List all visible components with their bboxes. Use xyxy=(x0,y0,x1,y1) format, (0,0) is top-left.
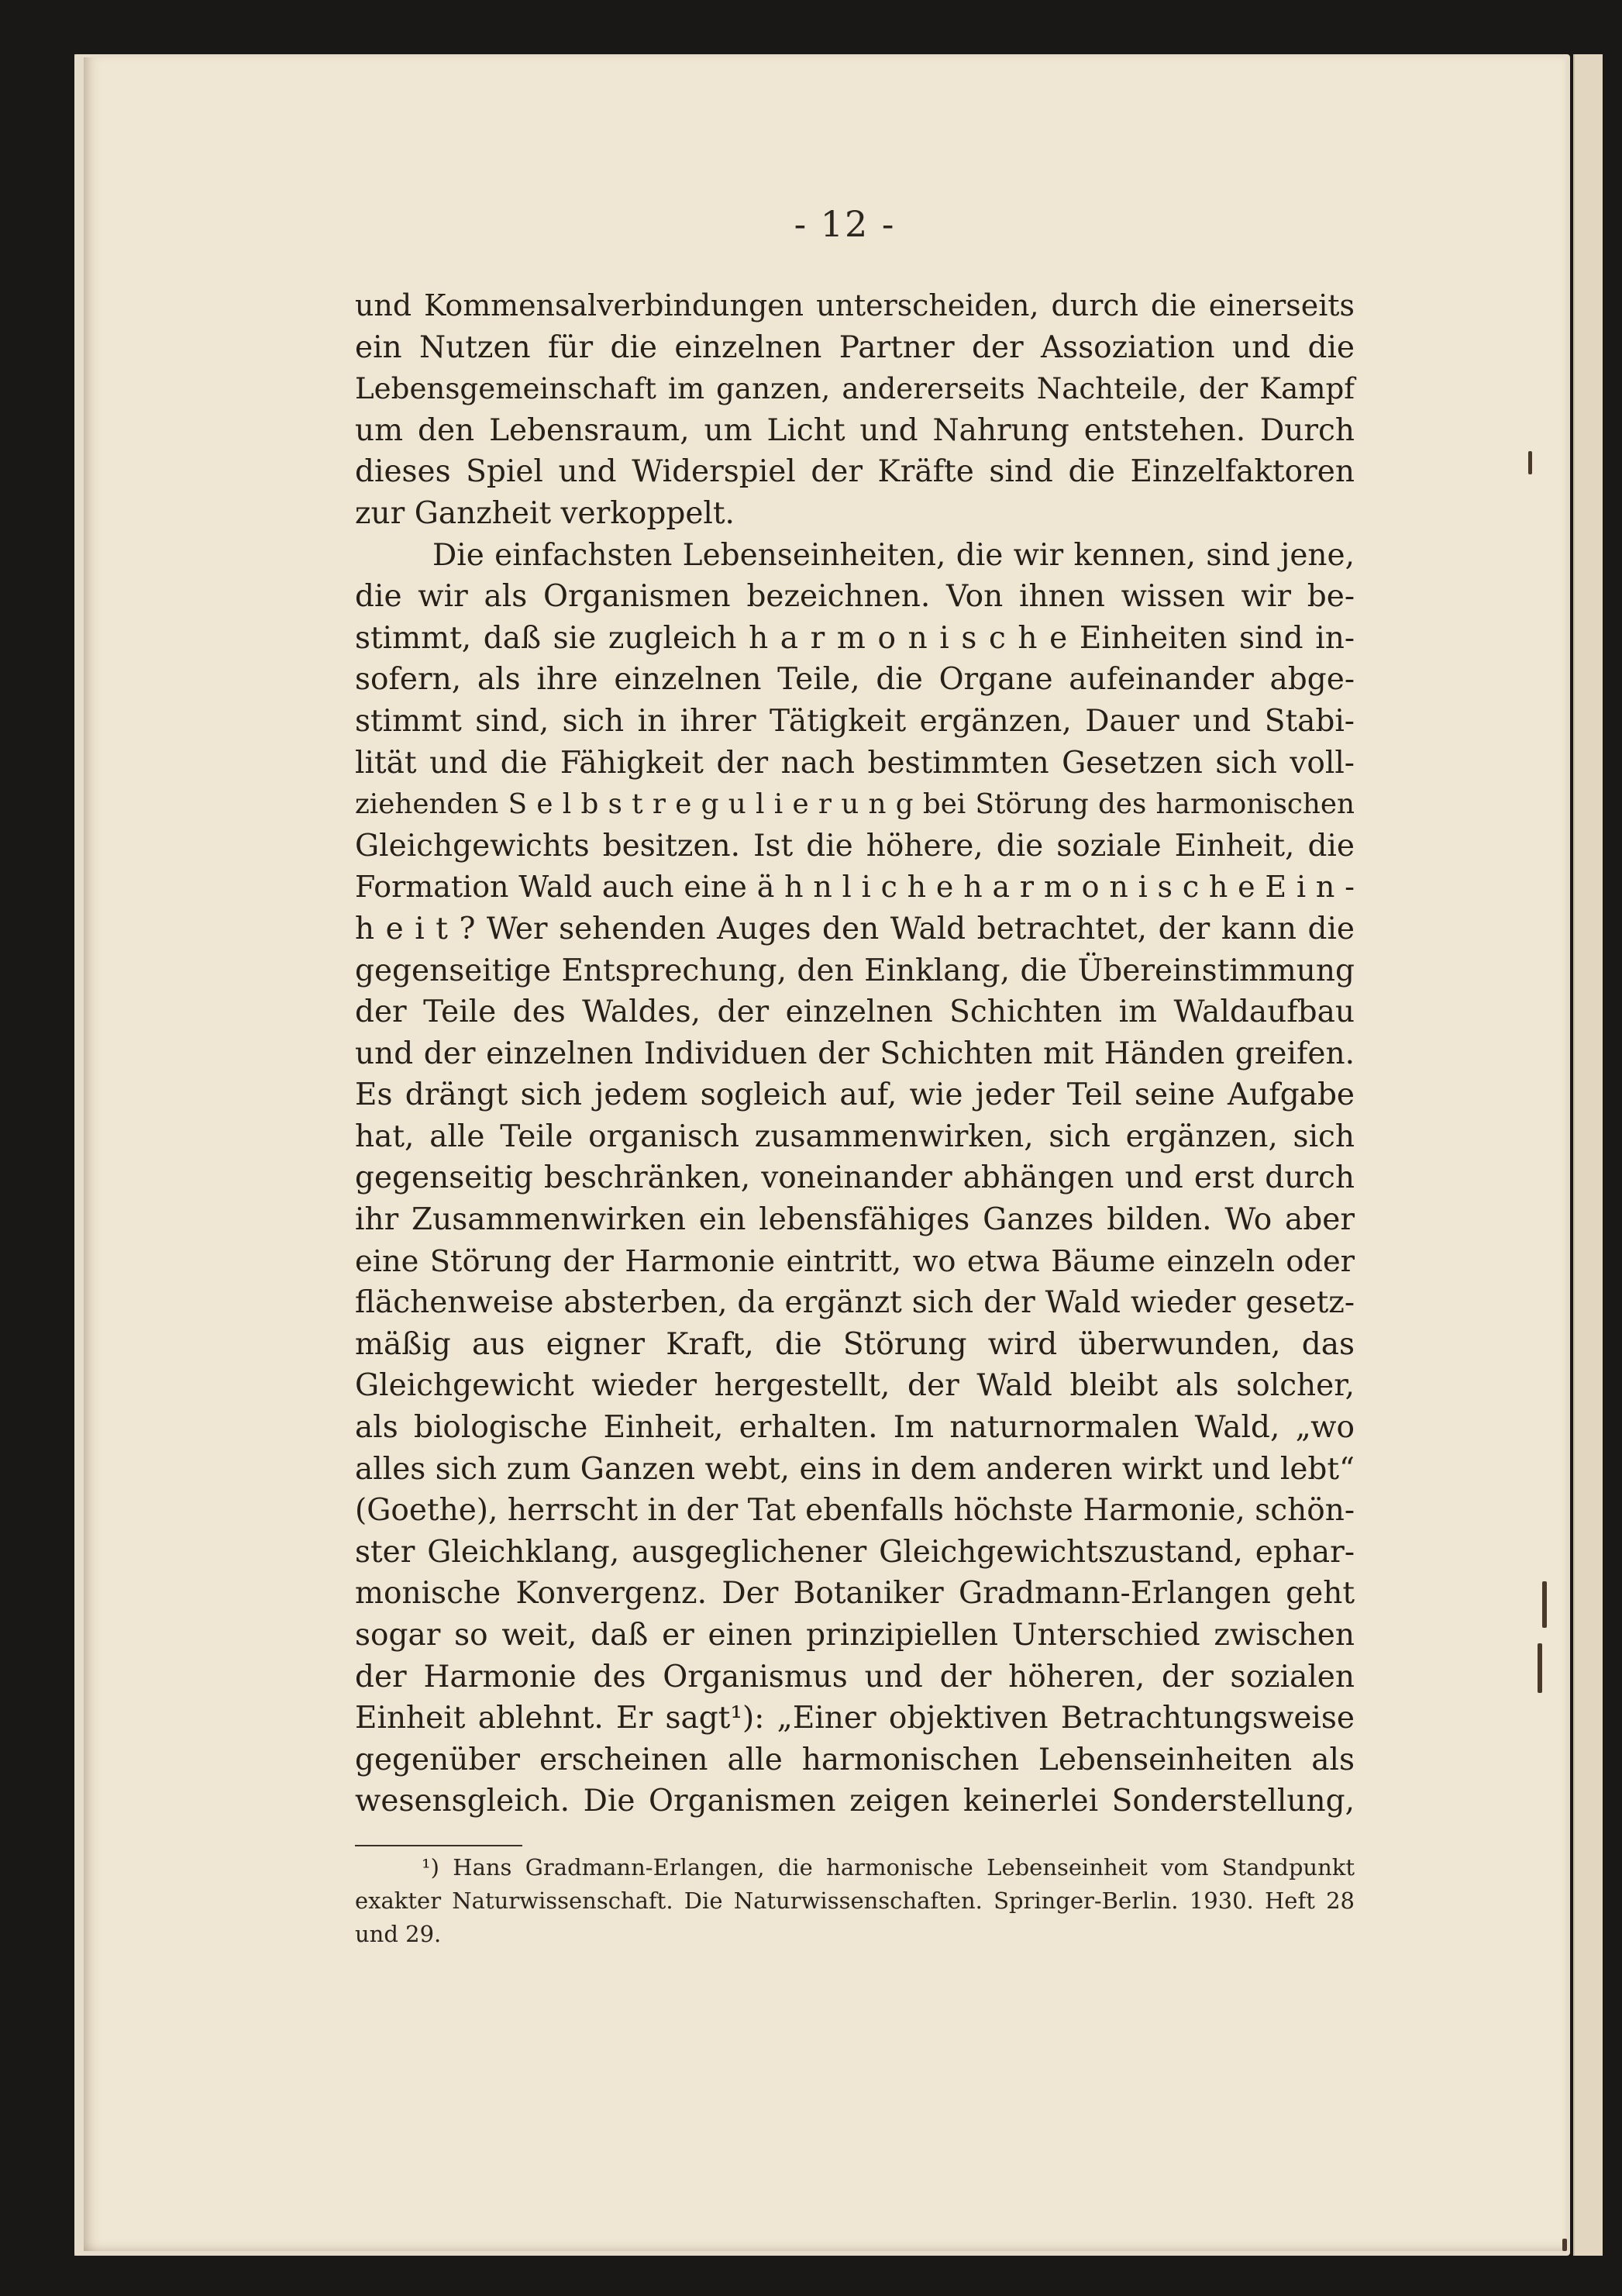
text-line: der Teile des Waldes, der einzelnen Schichten im Waldaufbau xyxy=(355,995,1355,1030)
margin-mark xyxy=(1562,2239,1567,2251)
next-page-edge xyxy=(1573,54,1603,2256)
text-line: h e i t ? Wer sehenden Auges den Wald betrachtet, der kann die xyxy=(355,911,1355,946)
text-line: alles sich zum Ganzen webt, eins in dem anderen wirkt und lebt“ xyxy=(355,1451,1355,1487)
text-line: sofern, als ihre einzelnen Teile, die Organe aufeinander abge- xyxy=(355,662,1355,698)
text-line: ihr Zusammenwirken ein lebensfähiges Ganzes bilden. Wo aber xyxy=(355,1202,1355,1238)
margin-mark xyxy=(1538,1643,1542,1693)
text-line: um den Lebensraum, um Licht und Nahrung entstehen. Durch xyxy=(355,412,1355,448)
margin-mark xyxy=(1542,1581,1547,1628)
margin-mark xyxy=(1528,451,1532,474)
text-line: Gleichgewicht wieder hergestellt, der Wald bleibt als solcher, xyxy=(355,1368,1355,1404)
text-line: stimmt sind, sich in ihrer Tätigkeit ergänzen, Dauer und Stabi- xyxy=(355,703,1355,739)
text-line: die wir als Organismen bezeichnen. Von ihnen wissen wir be- xyxy=(355,579,1355,615)
text-line: Gleichgewichts besitzen. Ist die höhere, die soziale Einheit, die xyxy=(355,828,1355,864)
text-line: Formation Wald auch eine ä h n l i c h e h a r m o n i s c h e E i n - xyxy=(355,870,1355,905)
text-line: ziehenden S e l b s t r e g u l i e r u n g bei Störung des harmonischen xyxy=(355,788,1355,821)
text-line: gegenüber erscheinen alle harmonischen Lebenseinheiten als xyxy=(355,1742,1355,1777)
footnote-line: exakter Naturwissenschaft. Die Naturwissenschaften. Springer-Berlin. 1930. Heft 28 xyxy=(355,1887,1355,1914)
text-line: flächenweise absterben, da ergänzt sich der Wald wieder gesetz- xyxy=(355,1285,1355,1321)
text-line: Einheit ablehnt. Er sagt¹): „Einer objektiven Betrachtungsweise xyxy=(355,1701,1355,1736)
text-line: ster Gleichklang, ausgeglichener Gleichgewichtszustand, ephar- xyxy=(355,1534,1355,1570)
footnote-rule xyxy=(355,1845,522,1846)
body-text xyxy=(355,285,1355,1822)
text-line: (Goethe), herrscht in der Tat ebenfalls höchste Harmonie, schön- xyxy=(355,1493,1355,1529)
footnote-line: und 29. xyxy=(355,1921,442,1947)
text-line: eine Störung der Harmonie eintritt, wo etwa Bäume einzeln oder xyxy=(355,1243,1355,1279)
text-line: mäßig aus eigner Kraft, die Störung wird überwunden, das xyxy=(355,1326,1355,1362)
page-number: - 12 - xyxy=(794,203,896,245)
text-line: stimmt, daß sie zugleich h a r m o n i s c h e Einheiten sind in- xyxy=(355,620,1355,656)
text-line: gegenseitige Entsprechung, den Einklang, die Übereinstimmung xyxy=(355,953,1355,988)
text-line: gegenseitig beschränken, voneinander abhängen und erst durch xyxy=(355,1160,1355,1196)
footnote-line: ¹) Hans Gradmann-Erlangen, die harmonische Lebenseinheit vom Standpunkt xyxy=(422,1854,1355,1881)
text-line: Lebensgemeinschaft im ganzen, andererseits Nachteile, der Kampf xyxy=(355,372,1355,406)
text-line: und der einzelnen Individuen der Schichten mit Händen greifen. xyxy=(355,1036,1355,1071)
text-line: und Kommensalverbindungen unterscheiden, durch die einerseits xyxy=(355,288,1355,322)
text-line: lität und die Fähigkeit der nach bestimmten Gesetzen sich voll- xyxy=(355,745,1355,781)
text-line: der Harmonie des Organismus und der höheren, der sozialen xyxy=(355,1659,1355,1694)
text-line: zur Ganzheit verkoppelt. xyxy=(355,495,735,531)
text-line: hat, alle Teile organisch zusammenwirken, sich ergänzen, sich xyxy=(355,1119,1355,1154)
text-line: Die einfachsten Lebenseinheiten, die wir kennen, sind jene, xyxy=(432,537,1355,573)
text-line: wesensgleich. Die Organismen zeigen keinerlei Sonderstellung, xyxy=(355,1784,1355,1819)
text-line: dieses Spiel und Widerspiel der Kräfte sind die Einzelfaktoren xyxy=(355,454,1355,490)
footnote xyxy=(355,1851,1355,1951)
text-line: monische Konvergenz. Der Botaniker Gradmann-Erlangen geht xyxy=(355,1576,1355,1612)
text-line: ein Nutzen für die einzelnen Partner der Assoziation und die xyxy=(355,329,1355,365)
text-line: sogar so weit, daß er einen prinzipiellen Unterschied zwischen xyxy=(355,1618,1355,1653)
text-line: als biologische Einheit, erhalten. Im naturnormalen Wald, „wo xyxy=(355,1410,1355,1446)
text-line: Es drängt sich jedem sogleich auf, wie jeder Teil seine Aufgabe xyxy=(355,1077,1355,1113)
